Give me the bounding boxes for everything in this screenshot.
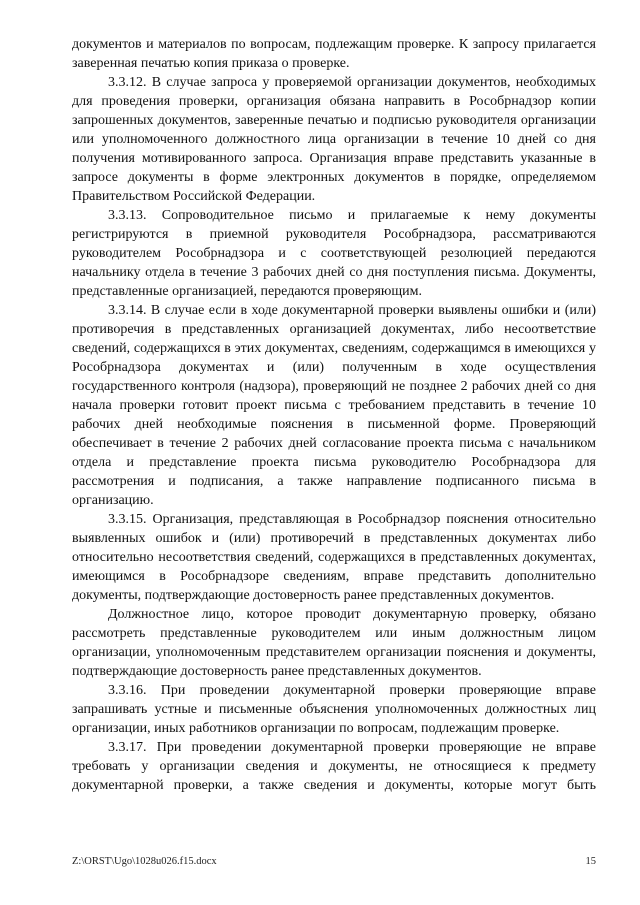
paragraph-3-3-12: 3.3.12. В случае запроса у проверяемой организации документов, необходимых для проведения проверки, организация обязана направить в Рособрнадзор копии запрошенных документов, заверенные печатью и подписью руководителя организации или уполномоченного должностного лица организации в течение 10 дней со дня получения мотивированного запроса. Организация вправе представить указанные в запросе документы в форме электронных документов в порядке, определяемом Правительством Российской Федерации. (72, 75, 596, 204)
paragraph-3-3-17: 3.3.17. При проведении документарной проверки проверяющие не вправе требовать у организации сведения и документы, не относящиеся к предмету документарной проверки, а также сведения и документы, которые могут быть (72, 740, 596, 793)
page-number: 15 (585, 856, 596, 867)
paragraph-official-review: Должностное лицо, которое проводит документарную проверку, обязано рассмотреть представленные руководителем или иным должностным лицом организации, уполномоченным представителем организации пояснения и документы, подтверждающие достоверность ранее представленных документов. (72, 607, 596, 679)
paragraph-3-3-14: 3.3.14. В случае если в ходе документарной проверки выявлены ошибки и (или) противоречия в представленных организацией документах, либо несоответствие сведений, содержащихся в этих документах, сведениям, содержащимся в имеющихся у Рособрнадзора документах и (или) полученным в ходе осуществления государственного контроля (надзора), проверяющий не позднее 2 рабочих дней со дня начала проверки готовит проект письма с требованием представить в течение 10 рабочих дней необходимые пояснения в письменной форме. Проверяющий обеспечивает в течение 2 рабочих дней согласование проекта письма с начальником отдела и представление проекта письма руководителю Рособрнадзора для рассмотрения и подписания, а также направление подписанного письма в организацию. (72, 303, 596, 508)
paragraph-3-3-16: 3.3.16. При проведении документарной проверки проверяющие вправе запрашивать устные и письменные объяснения уполномоченных должностных лиц организации, иных работников организации по вопросам, подлежащим проверке. (72, 683, 596, 736)
paragraph-3-3-13: 3.3.13. Сопроводительное письмо и прилагаемые к нему документы регистрируются в приемной руководителя Рособрнадзора, рассматриваются руководителем Рособрнадзора и с соответствующей резолюцией передаются начальнику отдела в течение 3 рабочих дней со дня поступления письма. Документы, представленные организацией, передаются проверяющим. (72, 208, 596, 299)
document-body (72, 35, 596, 795)
footer-file-path: Z:\ORST\Ugo\1028u026.f15.docx (72, 856, 217, 867)
paragraph-continuation: документов и материалов по вопросам, подлежащим проверке. К запросу прилагается заверенная печатью копия приказа о проверке. (72, 37, 596, 71)
paragraph-3-3-15: 3.3.15. Организация, представляющая в Рособрнадзор пояснения относительно выявленных ошибок и (или) противоречий в представленных документах либо относительно несоответствия сведений, содержащихся в представленных документах, имеющимся в Рособрнадзоре сведениям, вправе представить дополнительно документы, подтверждающие достоверность ранее представленных документов. (72, 512, 596, 603)
